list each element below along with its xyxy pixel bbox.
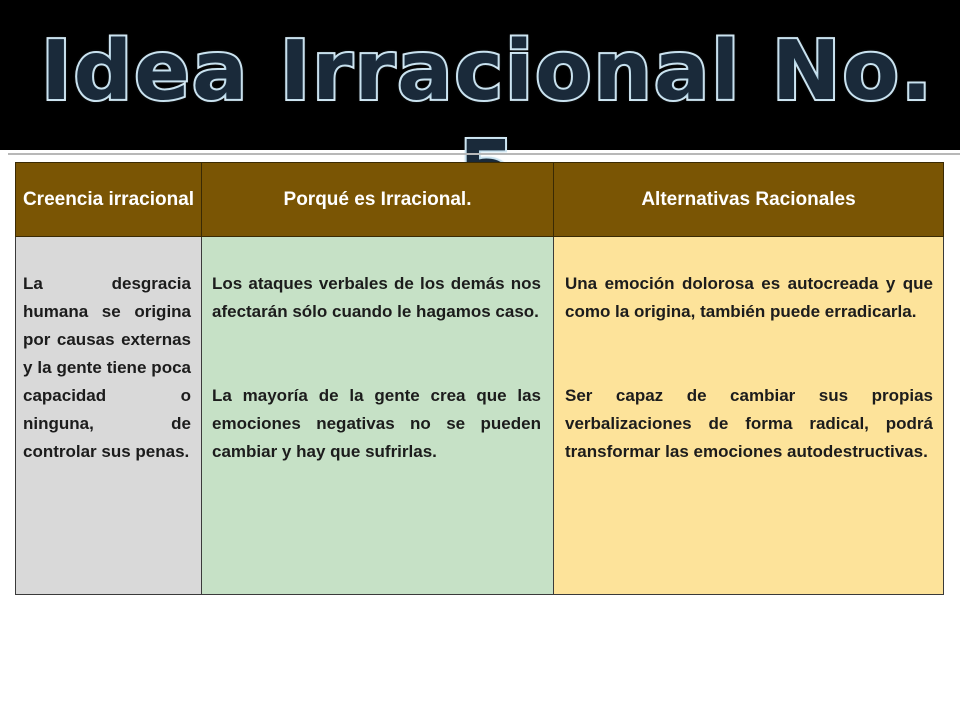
title-divider bbox=[8, 153, 960, 155]
header-belief: Creencia irracional bbox=[16, 163, 202, 237]
header-alternatives: Alternativas Racionales bbox=[554, 163, 944, 237]
alternative-text-2: Ser capaz de cambiar sus propias verbalizaciones de forma radical, podrá transformar las emociones autodestructivas. bbox=[565, 386, 933, 461]
belief-cell bbox=[16, 237, 202, 595]
table-row bbox=[16, 237, 944, 595]
table-header-row bbox=[16, 163, 944, 237]
slide-title: Idea Irracional No. bbox=[41, 24, 934, 119]
reason-text-1: Los ataques verbales de los demás nos afectarán sólo cuando le hagamos caso. bbox=[212, 274, 541, 321]
reason-cell bbox=[202, 237, 554, 595]
reason-text-2: La mayoría de la gente crea que las emociones negativas no se pueden cambiar y hay que sufrirlas. bbox=[212, 386, 541, 461]
title-banner bbox=[0, 0, 960, 150]
alternatives-cell bbox=[554, 237, 944, 595]
alternative-text-1: Una emoción dolorosa es autocreada y que como la origina, también puede erradicarla. bbox=[565, 274, 933, 321]
irrational-idea-table bbox=[15, 162, 944, 595]
belief-text: La desgracia humana se origina por causas externas y la gente tiene poca capacidad o ninguna, de controlar sus penas. bbox=[23, 274, 191, 461]
header-reason: Porqué es Irracional. bbox=[202, 163, 554, 237]
